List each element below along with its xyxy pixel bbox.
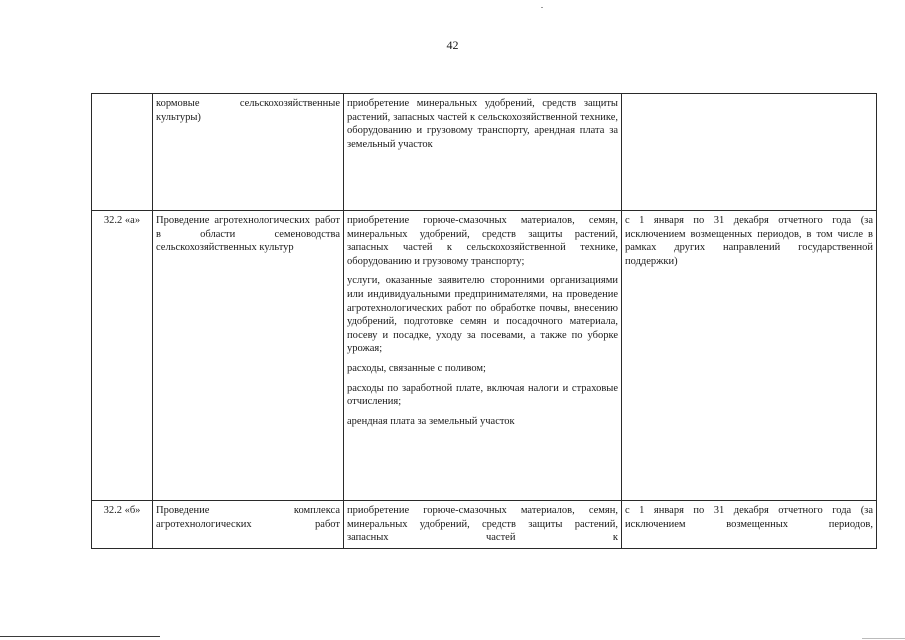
expense-item: приобретение минеральных удобрений, средств защиты растений, запасных частей к сельскохозяйственной технике, оборудованию и грузовому транспорту, арендная плата за земельный участок <box>347 98 618 150</box>
expense-item: приобретение горюче-смазочных материалов, семян, минеральных удобрений, средств защиты растений, запасных частей к <box>347 505 618 544</box>
expense-item: приобретение горюче-смазочных материалов, семян, минеральных удобрений, средств защиты растений, запасных частей к сельскохозяйственной технике, оборудованию и грузовому транспорту; <box>347 215 618 267</box>
table-row <box>92 501 877 549</box>
row-number-cell: 32.2 «б» <box>92 501 153 549</box>
period-cell: с 1 января по 31 декабря отчетного года (за исключением возмещенных периодов, в том числе в рамках других направлений государственной поддержки) <box>622 211 877 501</box>
period-cell <box>622 94 877 211</box>
period-cell: с 1 января по 31 декабря отчетного года (за исключением возмещенных периодов, <box>622 501 877 549</box>
expenses-cell <box>344 94 622 211</box>
expense-item: услуги, оказанные заявителю сторонними организациями или индивидуальными предпринимателями, на проведение агротехнологических работ по обработке почвы, внесению удобрений, подготовке семян и посадочного материала, посеву и посадке, уходу за посевами, а также по уборке урожая; <box>347 275 618 355</box>
expenses-cell <box>344 211 622 501</box>
table-row <box>92 94 877 211</box>
subsidy-expenses-table <box>91 93 877 549</box>
scan-edge-line <box>862 638 905 639</box>
expense-item: расходы по заработной плате, включая налоги и страховые отчисления; <box>347 382 618 408</box>
direction-cell: кормовые сельскохозяйственные культуры) <box>153 94 344 211</box>
table-row <box>92 211 877 501</box>
row-number-cell <box>92 94 153 211</box>
direction-cell: Проведение агротехнологических работ в области семеноводства сельскохозяйственных культур <box>153 211 344 501</box>
direction-cell: Проведение комплекса агротехнологических работ <box>153 501 344 549</box>
page-number: 42 <box>446 38 459 52</box>
expense-item: расходы, связанные с поливом; <box>347 362 486 374</box>
row-number-cell: 32.2 «а» <box>92 211 153 501</box>
expense-item: арендная плата за земельный участок <box>347 415 515 427</box>
scan-edge-line <box>0 636 160 637</box>
expenses-cell <box>344 501 622 549</box>
scan-speck <box>541 7 543 8</box>
